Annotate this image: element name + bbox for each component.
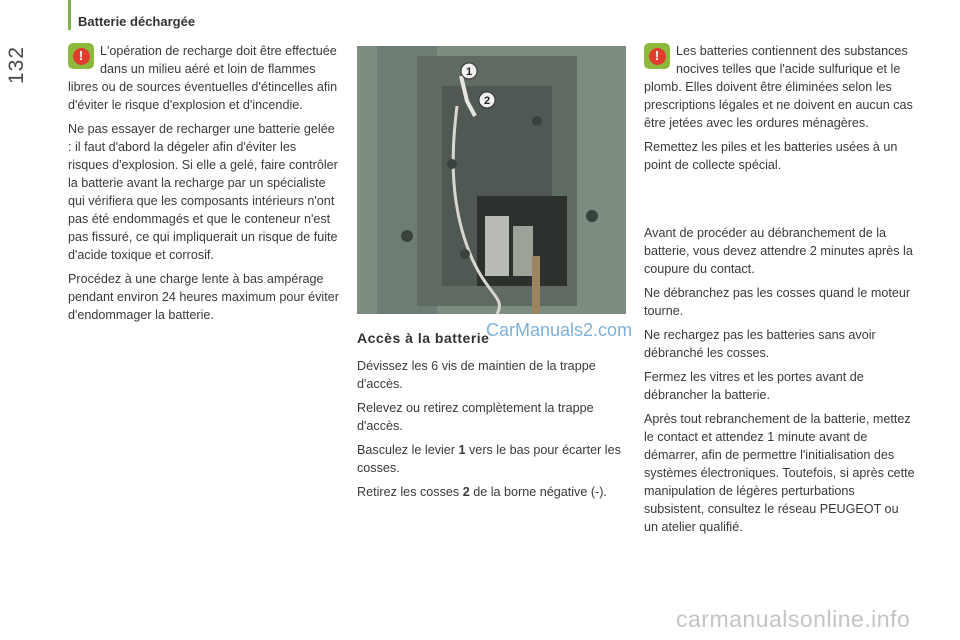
right-column-info [644, 224, 916, 542]
middle-column [357, 357, 625, 507]
page-number: 132 [5, 45, 28, 85]
collection-point-text: Remettez les piles et les batteries usées à un point de collecte spécial. [644, 140, 898, 172]
warning-exclamation-icon: ! [644, 43, 670, 69]
info-engine-running-text: Ne débranchez pas les cosses quand le moteur tourne. [644, 286, 911, 318]
step-unscrew: Dévissez les 6 vis de maintien de la trappe d'accès. [357, 359, 596, 391]
right-column-warning [644, 42, 916, 180]
step-lift-hatch: Relevez ou retirez complètement la trappe d'accès. [357, 401, 594, 433]
warning-exclamation-icon: ! [68, 43, 94, 69]
warning-text: L'opération de recharge doit être effectuée dans un milieu aéré et loin de flammes libres ou de sources éventuelles d'étincelles afin d'éviter le risque d'explosion et d'incendie. [68, 44, 338, 112]
carmanuals-watermark: CarManuals2.com [486, 320, 633, 340]
step-remove-terminals: Retirez les cosses 2 de la borne négative (-). [357, 485, 607, 499]
slow-charge-text: Procédez à une charge lente à bas ampérage pendant environ 24 heures maximum pour éviter d'endommager la batterie. [68, 272, 339, 322]
info-wait-text: Avant de procéder au débranchement de la batterie, vous devez attendre 2 minutes après la coupure du contact. [644, 226, 913, 276]
section-title: Batterie déchargée [78, 14, 196, 29]
info-recharge-text: Ne rechargez pas les batteries sans avoir débranché les cosses. [644, 328, 876, 360]
battery-access-heading: Accès à la batterie [357, 330, 490, 346]
info-windows-text: Fermez les vitres et les portes avant de débrancher la batterie. [644, 370, 864, 402]
carmanualsonline-watermark: carmanualsonline.info [676, 606, 911, 632]
callout-1: 1 [465, 66, 473, 78]
battery-compartment-illustration [357, 46, 626, 314]
frozen-battery-text: Ne pas essayer de recharger une batterie gelée : il faut d'abord la dégeler afin d'éviter les risques d'explosion. Si elle a gelé, faire contrôler la batterie avant la recharge par un spécialiste qui vérifiera que les composants intérieurs n'ont pas été endommagés et que le conteneur n'est pas fissuré, ce qui impliquerait un risque de fuite d'acide toxique et corrosif. [68, 122, 338, 262]
info-reconnect-text: Après tout rebranchement de la batterie, mettez le contact et attendez 1 minute avant de démarrer, afin de permettre l'initialisation des systèmes électroniques. Toutefois, si après cette manipulation de légères perturbations subsistent, consultez le réseau PEUGEOT ou un atelier qualifié. [644, 412, 915, 534]
battery-photo [357, 46, 626, 314]
left-column [68, 42, 340, 330]
step-lever: Basculez le levier 1 vers le bas pour écarter les cosses. [357, 443, 621, 475]
callout-2: 2 [483, 95, 491, 107]
section-accent-bar [68, 0, 71, 30]
hazardous-substances-text: Les batteries contiennent des substances nocives telles que l'acide sulfurique et le plomb. Elles doivent être éliminées selon les prescriptions légales et ne doivent en aucun cas être jetées avec les ordures ménagères. [644, 44, 913, 130]
